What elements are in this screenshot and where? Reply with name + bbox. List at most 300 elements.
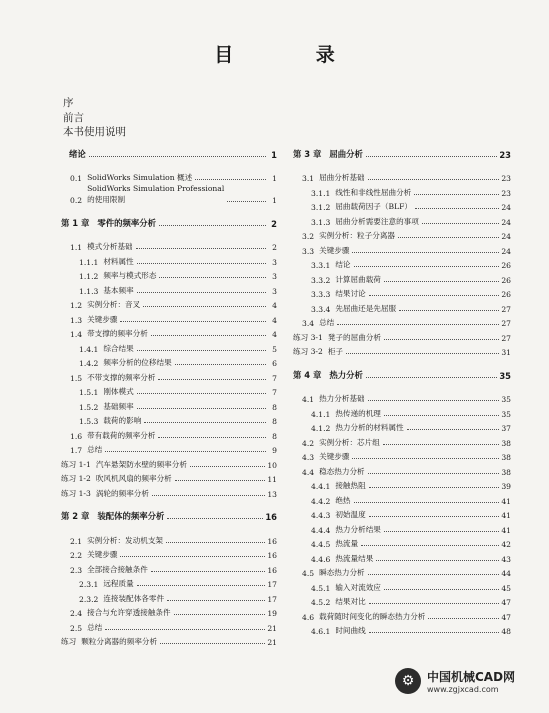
toc-entry-number: 3.1.2 bbox=[311, 203, 331, 212]
leader-dots bbox=[143, 306, 266, 307]
leader-dots bbox=[158, 379, 266, 380]
toc-entry-number: 练习 3-2 bbox=[293, 347, 323, 356]
leader-dots bbox=[166, 542, 265, 543]
toc-entry-title-line: 的使用限制 bbox=[87, 195, 126, 204]
toc-entry-page: 8 bbox=[272, 417, 277, 426]
leader-dots bbox=[352, 458, 499, 459]
toc-entry[interactable] bbox=[61, 325, 277, 340]
toc-entry-page: 8 bbox=[272, 402, 277, 412]
toc-entry-page: 26 bbox=[501, 261, 511, 270]
toc-entry-title: 基本频率 bbox=[103, 285, 134, 295]
leader-dots bbox=[89, 156, 266, 157]
leader-dots bbox=[136, 248, 266, 249]
toc-entry-number: 0.2 bbox=[70, 196, 83, 205]
toc-entry[interactable] bbox=[293, 169, 511, 184]
toc-entry[interactable] bbox=[61, 412, 277, 427]
toc-entry-page: 9 bbox=[272, 446, 277, 455]
toc-entry-page: 27 bbox=[501, 319, 511, 328]
toc-entry-number: 2.1 bbox=[70, 536, 83, 546]
toc-entry-number: 1.5.2 bbox=[79, 402, 99, 412]
toc-entry-title: 先屈曲还是先屈服 bbox=[335, 303, 397, 313]
toc-entry-page: 35 bbox=[501, 395, 511, 404]
toc-entry-number: 4.6.1 bbox=[311, 627, 331, 636]
toc-entry[interactable] bbox=[293, 622, 511, 637]
toc-entry-number: 1.4 bbox=[70, 330, 83, 339]
logo-title: 中国机械CAD网 bbox=[427, 670, 516, 684]
toc-entry[interactable] bbox=[61, 484, 277, 499]
toc-entry[interactable] bbox=[293, 256, 511, 271]
toc-entry[interactable] bbox=[61, 633, 277, 648]
spacer bbox=[293, 381, 511, 390]
toc-entry-title: 零件的频率分析 bbox=[97, 217, 157, 228]
toc-entry-page: 17 bbox=[267, 594, 277, 604]
toc-entry-page: 23 bbox=[499, 149, 511, 160]
leader-dots bbox=[384, 281, 499, 282]
toc-entry-page: 16 bbox=[265, 512, 277, 522]
toc-entry-number: 4.4.5 bbox=[311, 540, 331, 549]
toc-entry-page: 2 bbox=[271, 218, 277, 229]
toc-entry-number: 3.1 bbox=[302, 174, 315, 183]
toc-entry-title: 关键步骤 bbox=[319, 245, 350, 255]
toc-entry[interactable] bbox=[61, 252, 277, 267]
toc-entry-number: 2.5 bbox=[70, 623, 83, 633]
toc-entry-number: 4.5.2 bbox=[311, 598, 331, 607]
leader-dots bbox=[352, 252, 499, 253]
toc-entry-number: 4.4.1 bbox=[311, 482, 331, 491]
toc-entry-title: 屈曲载荷因子（BLF） bbox=[335, 202, 412, 211]
leader-dots bbox=[137, 408, 266, 409]
toc-entry-page: 11 bbox=[267, 475, 277, 484]
toc-entry-page: 16 bbox=[267, 551, 277, 560]
toc-entry[interactable] bbox=[61, 183, 277, 205]
leader-dots bbox=[354, 502, 500, 503]
leader-dots bbox=[368, 400, 500, 401]
toc-entry-page: 16 bbox=[267, 565, 277, 575]
toc-entry-title: 凳子的屈曲分析 bbox=[327, 332, 381, 342]
spacer bbox=[61, 160, 277, 169]
toc-entry[interactable] bbox=[293, 520, 511, 535]
leader-dots bbox=[428, 618, 499, 619]
leader-dots bbox=[398, 237, 499, 238]
toc-entry-page: 3 bbox=[272, 257, 277, 267]
leader-dots bbox=[366, 377, 497, 378]
toc-entry-page: 24 bbox=[501, 217, 511, 227]
toc-entry-number: 4.1.2 bbox=[311, 424, 331, 433]
toc-entry-number: 4.4 bbox=[302, 467, 315, 477]
toc-entry[interactable] bbox=[293, 299, 511, 314]
leader-dots bbox=[407, 429, 500, 430]
toc-entry-page: 3 bbox=[272, 286, 277, 296]
spacer bbox=[61, 499, 277, 508]
toc-entry-title: 关键步骤 bbox=[87, 550, 118, 559]
toc-chapter-entry[interactable] bbox=[61, 214, 277, 229]
toc-entry-number: 1.1 bbox=[70, 243, 83, 252]
toc-entry-number: 第 2 章 bbox=[61, 511, 90, 521]
toc-entry-title: 带有载荷的频率分析 bbox=[87, 430, 156, 440]
toc-entry-title: 总结 bbox=[319, 318, 335, 327]
leader-dots bbox=[354, 266, 500, 267]
toc-entry[interactable] bbox=[61, 546, 277, 561]
leader-dots bbox=[369, 516, 500, 517]
toc-entry-page: 23 bbox=[501, 174, 511, 183]
toc-entry-title: 涡轮的频率分析 bbox=[95, 488, 149, 498]
toc-entry-page: 37 bbox=[501, 424, 511, 433]
toc-entry-number: 3.1.3 bbox=[311, 217, 331, 227]
toc-entry[interactable] bbox=[293, 477, 511, 492]
toc-entry-number: 3.1.1 bbox=[311, 188, 331, 198]
spacer bbox=[61, 205, 277, 214]
toc-entry[interactable] bbox=[293, 390, 511, 405]
toc-entry[interactable] bbox=[293, 241, 511, 256]
toc-entry-page: 10 bbox=[267, 460, 277, 470]
toc-entry[interactable] bbox=[61, 604, 277, 619]
toc-entry-number: 练习 1-3 bbox=[61, 488, 91, 498]
toc-entry-page: 27 bbox=[501, 304, 511, 314]
toc-entry-page: 16 bbox=[267, 536, 277, 546]
toc-entry[interactable] bbox=[293, 578, 511, 593]
toc-entry-page: 19 bbox=[267, 609, 277, 618]
toc-entry-title: 总结 bbox=[87, 622, 103, 632]
toc-entry[interactable] bbox=[293, 419, 511, 434]
toc-entry[interactable] bbox=[61, 238, 277, 253]
toc-entry-number: 4.1 bbox=[302, 395, 315, 404]
toc-entry-number: 4.2 bbox=[302, 438, 315, 448]
logo-url: www.zgjxcad.com bbox=[427, 685, 499, 694]
toc-entry[interactable] bbox=[61, 267, 277, 282]
toc-entry-title: 屈曲分析基础 bbox=[319, 173, 365, 182]
toc-entry-number: 1.5 bbox=[70, 373, 83, 383]
toc-entry-title: 关键步骤 bbox=[319, 452, 350, 461]
leader-dots bbox=[175, 364, 266, 365]
toc-entry-page: 7 bbox=[272, 388, 277, 397]
toc-entry-page: 41 bbox=[501, 525, 511, 535]
toc-entry-page: 21 bbox=[267, 623, 277, 633]
toc-entry-page: 3 bbox=[272, 272, 277, 281]
leader-dots bbox=[361, 545, 499, 546]
toc-entry-title: 连接装配体各零件 bbox=[103, 593, 165, 603]
toc-entry[interactable] bbox=[61, 296, 277, 311]
toc-entry-page: 24 bbox=[501, 246, 511, 256]
toc-entry-number: 1.6 bbox=[70, 431, 83, 441]
toc-entry-title: 热力分析 bbox=[329, 369, 363, 380]
toc-entry-title: 柜子 bbox=[327, 347, 344, 356]
toc-entry-number: 1.1.2 bbox=[79, 272, 99, 281]
toc-entry-page: 41 bbox=[501, 511, 511, 520]
front-matter bbox=[63, 96, 126, 140]
toc-entry-number: 练习 3-1 bbox=[293, 332, 323, 342]
toc-entry[interactable] bbox=[293, 343, 511, 358]
logo-icon: ⚙ bbox=[395, 668, 421, 694]
spacer bbox=[293, 160, 511, 169]
toc-entry-number: 1.1.1 bbox=[79, 257, 99, 267]
leader-dots bbox=[383, 444, 500, 445]
toc-entry[interactable] bbox=[293, 285, 511, 300]
toc-entry-page: 48 bbox=[501, 627, 511, 636]
toc-entry-page: 35 bbox=[499, 370, 511, 381]
toc-entry[interactable] bbox=[61, 310, 277, 325]
toc-entry-number: 1.4.1 bbox=[79, 344, 99, 354]
toc-entry-number: 3.3.1 bbox=[311, 261, 331, 270]
toc-entry-title: 材料属性 bbox=[103, 256, 134, 266]
toc-entry-title: 带支撑的频率分析 bbox=[87, 329, 148, 338]
leader-dots bbox=[369, 487, 500, 488]
leader-dots bbox=[151, 571, 266, 572]
toc-entry-page: 4 bbox=[272, 301, 277, 310]
leader-dots bbox=[384, 415, 499, 416]
toc-entry-title: 实例分析：音叉 bbox=[87, 300, 141, 309]
toc-entry-page: 13 bbox=[267, 489, 277, 499]
toc-entry-page: 38 bbox=[501, 438, 511, 448]
toc-entry[interactable] bbox=[293, 270, 511, 285]
toc-entry-page: 39 bbox=[501, 482, 511, 491]
toc-entry-page: 21 bbox=[267, 638, 277, 647]
toc-entry-title: 远程质量 bbox=[103, 579, 134, 588]
toc-entry-title: 接触热阻 bbox=[335, 481, 366, 490]
toc-entry-title: 载荷随时间变化的瞬态热力分析 bbox=[319, 611, 426, 621]
toc-chapter-entry[interactable] bbox=[293, 366, 511, 381]
toc-entry[interactable] bbox=[293, 564, 511, 579]
toc-entry[interactable] bbox=[61, 354, 277, 369]
toc-entry-number: 4.5.1 bbox=[311, 583, 331, 593]
toc-entry-number: 3.3 bbox=[302, 246, 315, 256]
toc-entry[interactable] bbox=[293, 212, 511, 227]
toc-entry-page: 6 bbox=[272, 359, 277, 368]
toc-entry[interactable] bbox=[61, 426, 277, 441]
toc-entry[interactable] bbox=[293, 198, 511, 213]
leader-dots bbox=[399, 310, 499, 311]
toc-entry[interactable] bbox=[61, 383, 277, 398]
toc-entry-number: 4.4.6 bbox=[311, 554, 331, 564]
toc-entry-page: 1 bbox=[272, 174, 277, 183]
toc-entry-title: 吹风机风扇的频率分析 bbox=[95, 474, 172, 483]
toc-entry-number: 1.7 bbox=[70, 446, 83, 455]
toc-entry-title: 稳态热力分析 bbox=[319, 466, 365, 476]
toc-entry-number: 3.4 bbox=[302, 319, 315, 328]
toc-entry[interactable] bbox=[61, 169, 277, 184]
toc-entry-number: 1.4.2 bbox=[79, 359, 99, 368]
leader-dots bbox=[337, 324, 499, 325]
toc-entry[interactable] bbox=[61, 455, 277, 470]
toc-entry[interactable] bbox=[293, 183, 511, 198]
toc-entry[interactable] bbox=[61, 339, 277, 354]
toc-entry-number: 3.3.2 bbox=[311, 275, 331, 285]
leader-dots bbox=[175, 480, 266, 481]
toc-entry-title: 结果对比 bbox=[335, 597, 366, 606]
leader-dots bbox=[346, 353, 499, 354]
toc-entry-page: 45 bbox=[501, 583, 511, 593]
toc-entry[interactable] bbox=[61, 397, 277, 412]
toc-entry-page: 47 bbox=[501, 598, 511, 607]
toc-entry[interactable] bbox=[293, 448, 511, 463]
leader-dots bbox=[105, 629, 265, 630]
toc-entry[interactable] bbox=[293, 549, 511, 564]
toc-entry-title: 屈曲分析需要注意的事项 bbox=[335, 216, 419, 226]
toc-entry-number: 1.5.3 bbox=[79, 417, 99, 426]
toc-entry-number: 4.4.4 bbox=[311, 525, 331, 535]
toc-entry-page: 17 bbox=[267, 580, 277, 589]
toc-entry-title: 结果讨论 bbox=[335, 289, 366, 298]
toc-entry-number: 2.2 bbox=[70, 551, 83, 560]
toc-entry[interactable] bbox=[61, 560, 277, 575]
leader-dots bbox=[368, 179, 500, 180]
toc-entry-page: 27 bbox=[501, 333, 511, 343]
toc-entry-number: 3.3.3 bbox=[311, 290, 331, 299]
leader-dots bbox=[160, 643, 265, 644]
toc-entry-title: 关键步骤 bbox=[87, 314, 118, 324]
leader-dots bbox=[120, 556, 265, 557]
toc-entry[interactable] bbox=[61, 470, 277, 485]
toc-entry[interactable] bbox=[293, 506, 511, 521]
toc-entry[interactable] bbox=[293, 314, 511, 329]
toc-entry-page: 4 bbox=[272, 315, 277, 325]
toc-entry-title: 绝热 bbox=[335, 495, 351, 505]
leader-dots bbox=[151, 335, 266, 336]
toc-entry-title-line: SolidWorks Simulation Professional bbox=[87, 184, 225, 193]
toc-entry-page: 4 bbox=[272, 330, 277, 339]
toc-entry-page: 23 bbox=[501, 188, 511, 198]
toc-entry-title: SolidWorks Simulation 概述 bbox=[87, 173, 193, 182]
toc-entry-page: 5 bbox=[272, 344, 277, 354]
toc-entry-page: 1 bbox=[271, 149, 277, 160]
toc-chapter-entry[interactable] bbox=[61, 145, 277, 160]
leader-dots bbox=[190, 466, 265, 467]
leader-dots bbox=[105, 451, 266, 452]
toc-entry-title: 热流量 bbox=[335, 539, 359, 548]
toc-entry-number: 练习 1-2 bbox=[61, 474, 91, 483]
toc-entry-number: 2.3.2 bbox=[79, 594, 99, 604]
toc-entry-number: 练习 bbox=[61, 637, 77, 646]
leader-dots bbox=[384, 531, 499, 532]
toc-entry-title: 频率分析的位移结果 bbox=[103, 358, 172, 367]
leader-dots bbox=[167, 600, 265, 601]
toc-entry-title: 初始温度 bbox=[335, 510, 366, 519]
spacer bbox=[293, 357, 511, 366]
toc-entry-page: 42 bbox=[501, 540, 511, 549]
toc-entry-number: 4.3 bbox=[302, 453, 315, 462]
leader-dots bbox=[227, 201, 266, 202]
toc-entry[interactable] bbox=[61, 281, 277, 296]
leader-dots bbox=[414, 194, 499, 195]
toc-entry-title: 绪论 bbox=[69, 148, 86, 159]
toc-entry-page: 38 bbox=[501, 453, 511, 462]
toc-entry[interactable] bbox=[61, 531, 277, 546]
toc-entry-number: 第 1 章 bbox=[61, 217, 90, 228]
leader-dots bbox=[144, 422, 266, 423]
leader-dots bbox=[174, 614, 266, 615]
toc-entry-title: 热力分析的材料属性 bbox=[335, 423, 404, 432]
toc-entry-title bbox=[82, 183, 224, 205]
leader-dots bbox=[422, 223, 499, 224]
toc-entry-page: 1 bbox=[272, 196, 277, 205]
toc-entry-page: 8 bbox=[272, 431, 277, 441]
leader-dots bbox=[368, 574, 500, 575]
toc-entry[interactable] bbox=[61, 441, 277, 456]
leader-dots bbox=[366, 156, 497, 157]
toc-entry-title: 颗粒分离器的频率分析 bbox=[81, 637, 158, 646]
toc-entry-number: 第 4 章 bbox=[293, 369, 322, 380]
leader-dots bbox=[159, 277, 266, 278]
leader-dots bbox=[415, 208, 499, 209]
toc-chapter-entry[interactable] bbox=[61, 508, 277, 523]
leader-dots bbox=[137, 350, 266, 351]
toc-entry-title: 实例分析：芯片组 bbox=[319, 437, 380, 447]
toc-entry-title: 装配体的频率分析 bbox=[97, 511, 165, 521]
toc-entry-number: 1.1.3 bbox=[79, 286, 99, 296]
toc-entry[interactable] bbox=[293, 404, 511, 419]
toc-entry-title: 总结 bbox=[87, 445, 103, 454]
toc-entry-title: 屈曲分析 bbox=[329, 148, 363, 159]
leader-dots bbox=[167, 518, 263, 519]
toc-entry-number: 1.5.1 bbox=[79, 388, 99, 397]
toc-entry-number: 2.3.1 bbox=[79, 580, 99, 589]
leader-dots bbox=[120, 321, 266, 322]
spacer bbox=[61, 229, 277, 238]
leader-dots bbox=[158, 437, 266, 438]
leader-dots bbox=[384, 339, 499, 340]
toc-entry-page: 35 bbox=[501, 409, 511, 419]
toc-entry-page: 43 bbox=[501, 554, 511, 564]
toc-entry-title: 全部接合接触条件 bbox=[87, 564, 148, 574]
toc-entry-page: 38 bbox=[501, 467, 511, 477]
leader-dots bbox=[152, 495, 265, 496]
toc-entry-page: 26 bbox=[501, 290, 511, 299]
toc-entry-title: 结论 bbox=[335, 260, 351, 269]
toc-entry[interactable] bbox=[293, 535, 511, 550]
leader-dots bbox=[137, 263, 266, 264]
toc-entry[interactable] bbox=[61, 368, 277, 383]
toc-entry-number: 4.1.1 bbox=[311, 409, 331, 419]
toc-entry-number: 1.2 bbox=[70, 301, 83, 310]
toc-chapter-entry[interactable] bbox=[293, 145, 511, 160]
toc-entry-page: 44 bbox=[501, 569, 511, 578]
toc-entry-number: 1.3 bbox=[70, 315, 83, 325]
leader-dots bbox=[369, 603, 500, 604]
toc-entry[interactable] bbox=[293, 433, 511, 448]
toc-entry[interactable] bbox=[293, 593, 511, 608]
toc-entry[interactable] bbox=[293, 491, 511, 506]
leader-dots bbox=[195, 179, 266, 180]
front-matter-item: 前言 bbox=[63, 111, 84, 124]
toc-entry[interactable] bbox=[61, 589, 277, 604]
toc-entry[interactable] bbox=[293, 607, 511, 622]
site-logo bbox=[395, 662, 525, 700]
leader-dots bbox=[137, 585, 266, 586]
leader-dots bbox=[369, 632, 500, 633]
toc-entry-number: 3.2 bbox=[302, 232, 315, 241]
toc-entry-page: 24 bbox=[501, 232, 511, 241]
toc-entry-page: 24 bbox=[501, 203, 511, 212]
toc-entry[interactable] bbox=[293, 227, 511, 242]
toc-entry-title: 热力分析结果 bbox=[335, 524, 381, 534]
toc-entry-number: 4.6 bbox=[302, 612, 315, 622]
toc-entry-title: 接合与允许穿透接触条件 bbox=[87, 608, 171, 617]
toc-entry-number: 4.4.2 bbox=[311, 496, 331, 506]
toc-entry[interactable] bbox=[61, 618, 277, 633]
page-title: 目 录 bbox=[214, 44, 373, 66]
toc-entry[interactable] bbox=[293, 462, 511, 477]
toc-entry-page: 2 bbox=[272, 243, 277, 252]
toc-entry[interactable] bbox=[293, 328, 511, 343]
leader-dots bbox=[384, 589, 499, 590]
toc-entry-page: 47 bbox=[501, 612, 511, 622]
spacer bbox=[61, 522, 277, 531]
leader-dots bbox=[137, 292, 266, 293]
toc-entry-title: 汽车悬架防水壁的频率分析 bbox=[95, 459, 187, 469]
toc-entry-number: 4.4.3 bbox=[311, 511, 331, 520]
toc-entry-number: 4.5 bbox=[302, 569, 315, 578]
toc-entry-page: 31 bbox=[501, 348, 511, 357]
toc-entry[interactable] bbox=[61, 575, 277, 590]
